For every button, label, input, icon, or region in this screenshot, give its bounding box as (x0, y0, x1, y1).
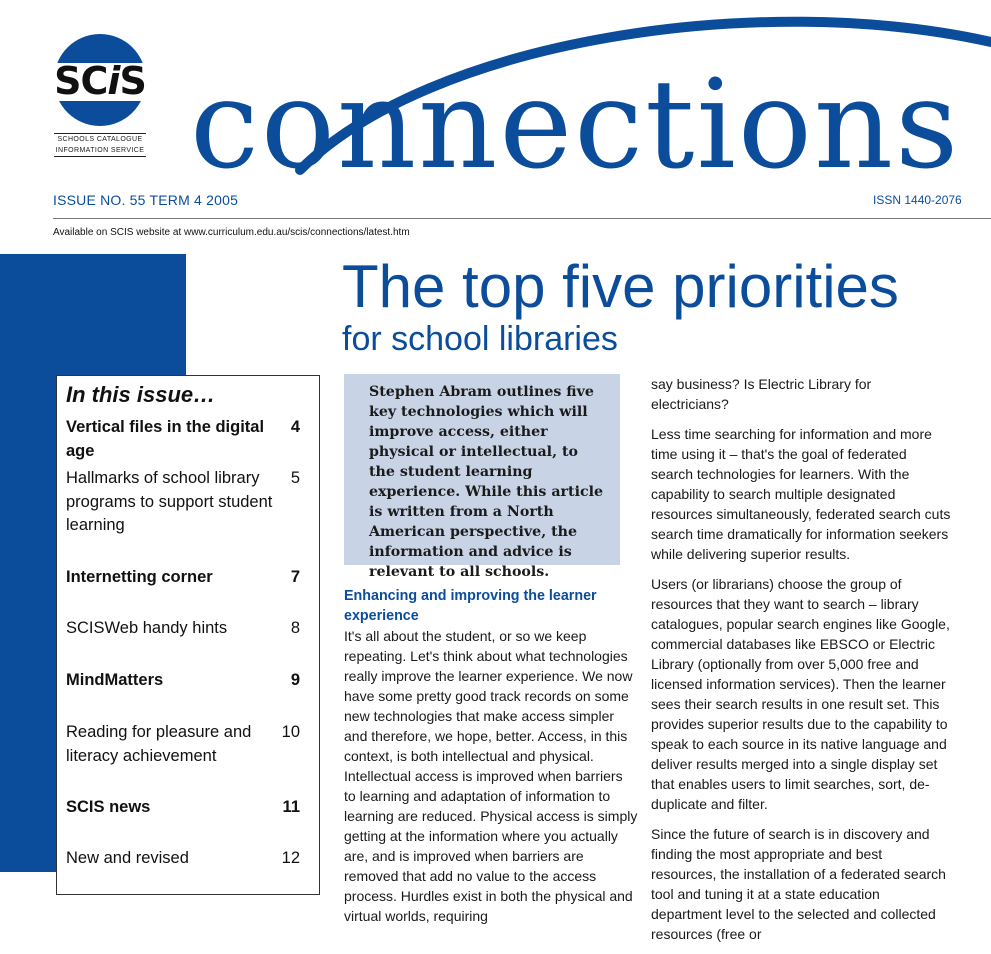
body-paragraph: say business? Is Electric Library for electricians? (651, 376, 872, 412)
issn: ISSN 1440-2076 (873, 193, 962, 207)
body-paragraph: Less time searching for information and more time using it – that's the goal of federated search technologies for learners. With the capability to search multiple designated resources simultaneously, federated search cuts search time dramatically for information seekers while delivering superior results. (651, 426, 951, 562)
toc-item-scis-news[interactable]: SCIS news (66, 798, 151, 816)
masthead-title: connections (190, 54, 961, 197)
toc-item-mindmatters[interactable]: MindMatters (66, 671, 164, 689)
toc-page: 4 (290, 418, 300, 436)
logo-rule-top (54, 133, 146, 134)
toc-item-reading-pleasure[interactable]: Reading for pleasure and literacy achievement (66, 723, 252, 765)
toc-item-internetting-corner[interactable]: Internetting corner (66, 568, 213, 586)
body-paragraph: Users (or librarians) choose the group of resources that they want to search – library catalogues, popular search engines like Google, commercial databases like EBSCO or Electric Library (optionally from over 5,000 free and licensed information services). Then the learner sees their search results in one result set. This provides superior results due to the capability to speak to each source in its native language and deliver results merged into a single display set that enables users to limit searches, sort, de-duplicate and filter. (651, 576, 950, 812)
toc-page: 12 (281, 849, 300, 867)
toc-page: 11 (282, 798, 300, 816)
body-paragraph: Since the future of search is in discovery and finding the most appropriate and best resources, the installation of a federated search tool and tuning it at a state education department level to the selected and collected resources (free or (651, 826, 946, 942)
toc-page: 9 (290, 671, 300, 689)
logo-rule-bottom (54, 156, 146, 157)
article-subheadline: for school libraries (342, 320, 618, 358)
availability-note: Available on SCIS website at www.curriculum.edu.au/scis/connections/latest.htm (53, 227, 410, 238)
toc-item-scisweb-hints[interactable]: SCISWeb handy hints (66, 619, 228, 637)
toc-page: 10 (281, 723, 300, 741)
toc-page: 8 (290, 619, 300, 637)
header-divider (53, 218, 991, 219)
logo-subtitle-2: INFORMATION SERVICE (55, 147, 145, 154)
toc-page: 5 (290, 469, 300, 487)
toc-title: In this issue… (66, 382, 216, 407)
article-column-2 (651, 374, 951, 954)
section-heading: Enhancing and improving the learner experience (344, 588, 597, 624)
toc-page: 7 (290, 568, 300, 586)
article-headline: The top five priorities (342, 253, 899, 320)
article-standfirst: Stephen Abram outlines five key technologies which will improve access, either physical or intellectual, to the student learning experience. While this article is written from a North American perspective, the information and advice is relevant to all schools. (344, 374, 620, 565)
article-column-1 (344, 626, 638, 936)
issue-number: ISSUE NO. 55 TERM 4 2005 (53, 192, 239, 208)
toc-item-new-revised[interactable]: New and revised (66, 849, 189, 867)
logo-subtitle-1: SCHOOLS CATALOGUE (57, 136, 143, 143)
scis-logo-text: SCiS (54, 59, 146, 103)
toc-item-vertical-files[interactable]: Vertical files in the digital age (66, 418, 265, 460)
toc-item-hallmarks[interactable]: Hallmarks of school library programs to support student learning (66, 469, 273, 534)
body-paragraph: It's all about the student, or so we keep repeating. Let's think about what technologies really improve the learner experience. We now have some pretty good track records on some new technologies that make access simpler and therefore, we hope, better. Access, in this context, is both intellectual and physical. Intellectual access is improved when barriers to learning and adaptation of information to learning are reduced. Physical access is simply getting at the information where you actually are, and is improved when barriers are removed that add no value to the access process. Hurdles exist in both the physical and virtual worlds, requiring (344, 628, 638, 924)
